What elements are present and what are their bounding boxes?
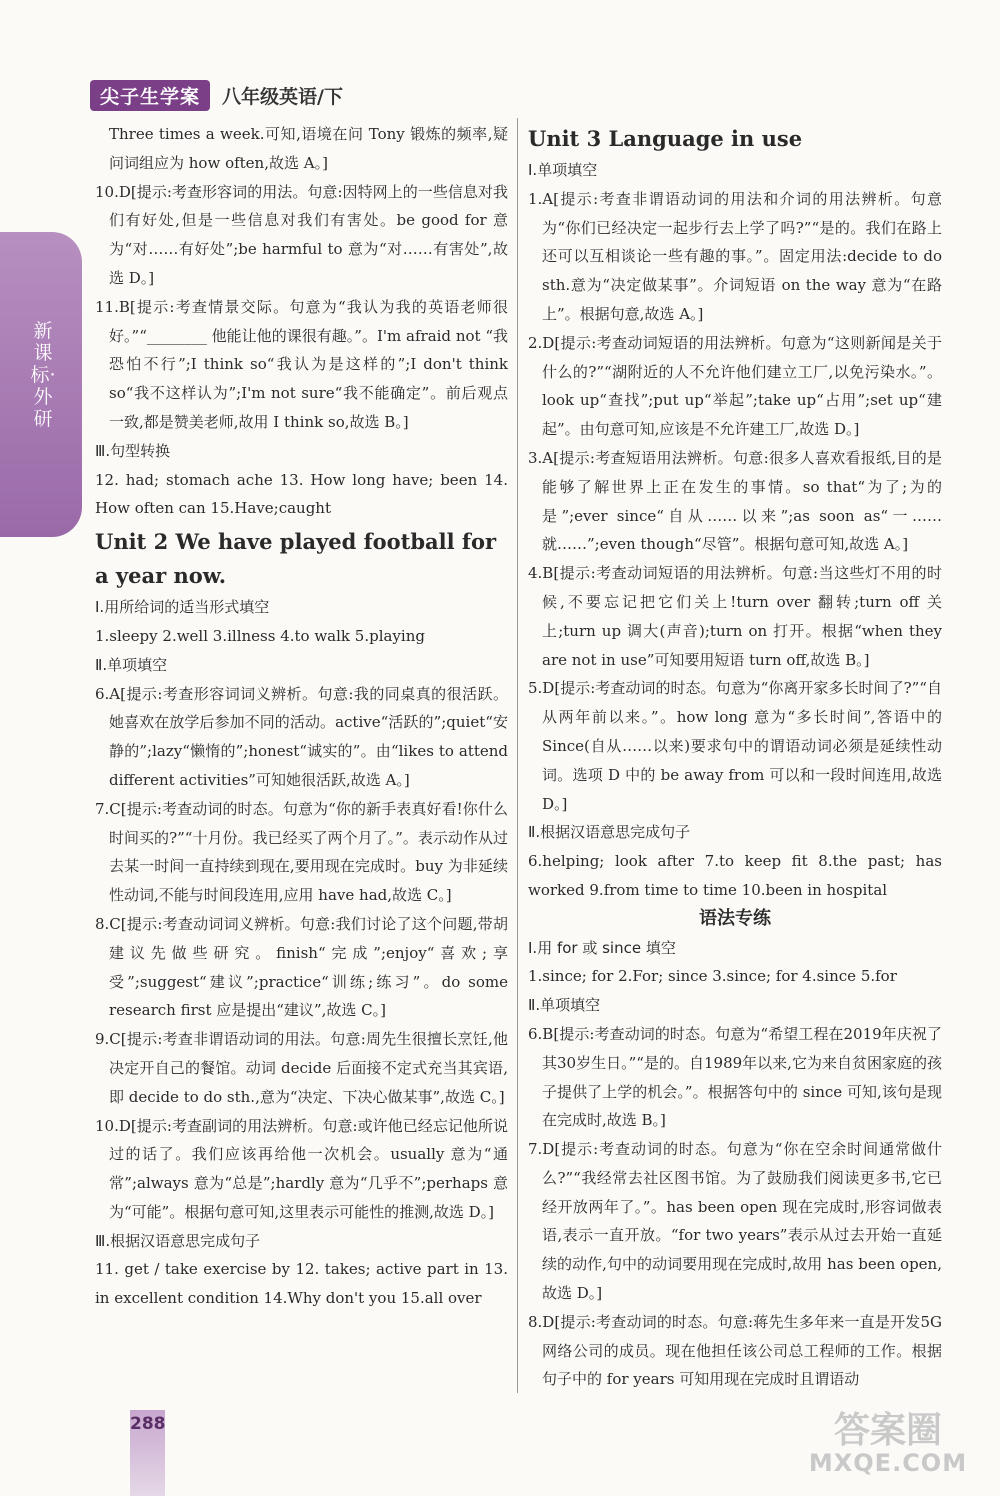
answer-paragraph: 11. get / take exercise by 12. takes; active part in 13. in excellent condition 14.Why don't you 15.all over	[95, 1260, 508, 1308]
section-heading: Ⅰ.用 for 或 since 填空	[528, 938, 676, 957]
side-tab-label: 新课标·外研	[30, 320, 56, 430]
page-header	[90, 80, 343, 110]
answer-paragraph: 7.C[提示:考查动词的时态。句意为“你的新手表真好看!你什么时间买的?”“十月份。我已经买了两个月了。”。表示动作从过去某一时间一直持续到现在,要用现在完成时。buy 为非延续性动词,不能与时间段连用,应用 have had,故选 C。]	[95, 799, 508, 905]
section-heading: Ⅰ.单项填空	[528, 161, 598, 179]
answer-paragraph: 9.C[提示:考查非谓语动词的用法。句意:周先生很擅长烹饪,他决定开自己的餐馆。动词 decide 后面接不定式充当其宾语,即 decide to do sth.,意为“决定、下决心做某事”,故选 C。]	[95, 1030, 508, 1106]
section-heading: Ⅰ.用所给词的适当形式填空	[95, 598, 270, 617]
unit-heading: Unit 3 Language in use	[528, 126, 803, 151]
answer-paragraph: 8.D[提示:考查动词的时态。句意:蒋先生多年来一直是开发5G网络公司的成员。现在他担任该公司总工程师的工作。根据句子中的 for years 可知用现在完成时且谓语动	[528, 1312, 942, 1389]
answer-paragraph: 8.C[提示:考查动词词义辨析。句意:我们讨论了这个问题,带胡建议先做些研究。finish“完成”;enjoy“喜欢;享受”;suggest“建议”;practice“训练;练习”。do some research first 应是提出“建议”,故选 C。]	[95, 914, 508, 1020]
answer-paragraph: 11.B[提示:考查情景交际。句意为“我认为我的英语老师很好。”“________ 他能让他的课很有趣。”。I'm afraid not “我恐怕不行”;I think so“我认为是这样的”;I don't think so“我不这样认为”;I'm not sure“我不能确定”。前后观点一致,都是赞美老师,故用 I think so,故选 B。]	[95, 297, 508, 431]
section-heading: Ⅲ.句型转换	[95, 441, 171, 460]
section-heading: Ⅱ.单项填空	[95, 655, 168, 674]
answer-paragraph: 3.A[提示:考查短语用法辨析。句意:很多人喜欢看报纸,目的是能够了解世界上正在发生的事情。so that“为了;为的是”;ever since“自从……以来”;as soon as“一……就……”;even though“尽管”。根据句意可知,故选 A。]	[528, 448, 942, 554]
unit-heading: Unit 2 We have played football for a year now.	[95, 529, 497, 589]
book-subtitle: 八年级英语/下	[222, 85, 343, 108]
answer-paragraph: 7.D[提示:考查动词的时态。句意为“你在空余时间通常做什么?”“我经常去社区图书馆。为了鼓励我们阅读更多书,它已经开放两年了。”。has been open 现在完成时,形容词做表语,表示一直开放。“for two years”表示从过去开始一直延续的动作,句中的动词要用现在完成时,故用 has been open,故选 D。]	[528, 1140, 942, 1303]
answer-paragraph: 12. had; stomach ache 13. How long have; been 14. How often can 15.Have;caught	[95, 470, 508, 518]
answer-paragraph: 1.since; for 2.For; since 3.since; for 4.since 5.for	[528, 967, 897, 986]
answer-paragraph: 1.A[提示:考查非谓语动词的用法和介词的用法辨析。句意为“你们已经决定一起步行去上学了吗?”“是的。我们在路上还可以互相谈论一些有趣的事。”。固定用法:decide to do sth.意为“决定做某事”。介词短语 on the way 意为“在路上”。根据句意,故选 A。]	[528, 189, 942, 323]
answer-paragraph: 6.B[提示:考查动词的时态。句意为“希望工程在2019年庆祝了其30岁生日。”“是的。自1989年以来,它为来自贫困家庭的孩子提供了上学的机会。”。根据答句中的 since 可知,该句是现在完成时,故选 B。]	[528, 1024, 942, 1130]
answer-paragraph: 1.sleepy 2.well 3.illness 4.to walk 5.playing	[95, 626, 425, 645]
page-number: 288	[130, 1410, 165, 1496]
answer-paragraph: 5.D[提示:考查动词的时态。句意为“你离开家多长时间了?”“自从两年前以来。”。how long 意为“多长时间”,答语中的 Since(自从……以来)要求句中的谓语动词必须是延续性动词。选项 D 中的 be away from 可以和一段时间连用,故选 D。]	[528, 679, 942, 813]
section-heading: Ⅱ.根据汉语意思完成句子	[528, 823, 691, 842]
watermark-line2: MXQE.COM	[808, 1449, 968, 1477]
answer-paragraph: 2.D[提示:考查动词短语的用法辨析。句意为“这则新闻是关于什么的?”“湖附近的人不允许他们建立工厂,以免污染水。”。look up“查找”;put up“举起”;take up“占用”;set up“建起”。由句意可知,应该是不允许建工厂,故选 D。]	[528, 333, 942, 439]
answer-paragraph: 10.D[提示:考查形容词的用法。句意:因特网上的一些信息对我们有好处,但是一些信息对我们有害处。be good for 意为“对……有好处”;be harmful to 意为“对……有害处”,故选 D。]	[95, 182, 508, 287]
answer-paragraph: Three times a week.可知,语境在问 Tony 锻炼的频率,疑问词组应为 how often,故选 A。]	[109, 125, 508, 172]
answer-paragraph: 10.D[提示:考查副词的用法辨析。句意:或许他已经忘记他所说过的话了。我们应该再给他一次机会。usually 意为“通常”;always 意为“总是”;hardly 意为“几乎不”;perhaps 意为“可能”。根据句意可知,这里表示可能性的推测,故选 D。]	[95, 1116, 508, 1221]
section-title: 语法专练	[699, 907, 771, 929]
answer-paragraph: 6.helping; look after 7.to keep fit 8.the past; has worked 9.from time to time 10.been in hospital	[528, 852, 942, 899]
book-brand: 尖子生学案	[90, 80, 210, 111]
section-heading: Ⅱ.单项填空	[528, 996, 601, 1015]
watermark	[798, 1412, 978, 1482]
column-divider	[517, 118, 518, 1393]
answer-paragraph: 4.B[提示:考查动词短语的用法辨析。句意:当这些灯不用的时候,不要忘记把它们关上!turn over 翻转;turn off 关上;turn up 调大(声音);turn on 打开。根据“when they are not in use”可知要用短语 turn off,故选 B。]	[528, 564, 942, 669]
section-heading: Ⅲ.根据汉语意思完成句子	[95, 1231, 261, 1250]
answer-paragraph: 6.A[提示:考查形容词词义辨析。句意:我的同桌真的很活跃。她喜欢在放学后参加不同的活动。active“活跃的”;quiet“安静的”;lazy“懒惰的”;honest“诚实的”。由“likes to attend different activities”可知她很活跃,故选 A。]	[95, 684, 508, 789]
right-column	[528, 120, 942, 1394]
left-column	[95, 120, 508, 1313]
watermark-line1: 答案圈	[833, 1410, 942, 1451]
